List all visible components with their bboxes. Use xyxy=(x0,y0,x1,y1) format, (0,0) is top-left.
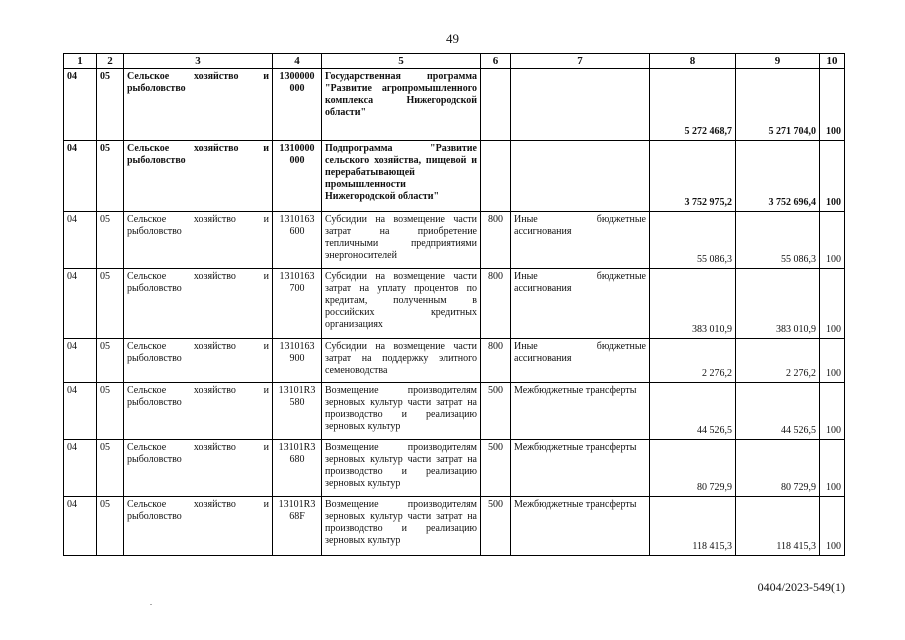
cell-target-code: 1310000 000 xyxy=(273,141,322,212)
column-header: 1 xyxy=(64,54,97,69)
cell-section-name: Сельское хозяйство и рыболовство xyxy=(124,69,273,141)
cell-approved: 383 010,9 xyxy=(650,269,736,339)
cell-target-code: 1310163 700 xyxy=(273,269,322,339)
cell-section-name: Сельское хозяйство и рыболовство xyxy=(124,440,273,497)
cell-target-name: Субсидии на возмещение части затрат на уплату процентов по кредитам, полученным в российских кредитных организациях xyxy=(322,269,481,339)
cell-target-code: 13101R3 680 xyxy=(273,440,322,497)
cell-expense-type: 500 xyxy=(481,440,511,497)
cell-section-name: Сельское хозяйство и рыболовство xyxy=(124,212,273,269)
cell-expense-name xyxy=(511,69,650,141)
cell-executed: 2 276,2 xyxy=(736,339,820,383)
cell-target-name: Государственная программа "Развитие агропромышленного комплекса Нижегородской области" xyxy=(322,69,481,141)
cell-target-name: Подпрограмма "Развитие сельского хозяйства, пищевой и перерабатывающей промышленности Нижегородской области" xyxy=(322,141,481,212)
cell-percent: 100 xyxy=(820,497,845,556)
cell-expense-type: 500 xyxy=(481,383,511,440)
column-header: 4 xyxy=(273,54,322,69)
cell-executed: 44 526,5 xyxy=(736,383,820,440)
cell-target-name: Возмещение производителям зерновых культур части затрат на производство и реализацию зерновых культур xyxy=(322,497,481,556)
cell-section: 04 xyxy=(64,497,97,556)
cell-subsection: 05 xyxy=(97,339,124,383)
cell-executed: 80 729,9 xyxy=(736,440,820,497)
cell-expense-type: 800 xyxy=(481,212,511,269)
budget-table xyxy=(63,53,845,556)
table-row xyxy=(64,69,845,141)
cell-section-name: Сельское хозяйство и рыболовство xyxy=(124,383,273,440)
table-header-row xyxy=(64,54,845,69)
cell-section-name: Сельское хозяйство и рыболовство xyxy=(124,497,273,556)
cell-target-code: 1300000 000 xyxy=(273,69,322,141)
cell-target-name: Субсидии на возмещение части затрат на поддержку элитного семеноводства xyxy=(322,339,481,383)
cell-target-name: Возмещение производителям зерновых культур части затрат на производство и реализацию зерновых культур xyxy=(322,440,481,497)
cell-expense-type xyxy=(481,69,511,141)
page-number: 49 xyxy=(446,31,459,46)
column-header: 7 xyxy=(511,54,650,69)
cell-target-name: Субсидии на возмещение части затрат на приобретение тепличными предприятиями энергоносителей xyxy=(322,212,481,269)
cell-expense-name: Иные бюджетные ассигнования xyxy=(511,339,650,383)
cell-subsection: 05 xyxy=(97,440,124,497)
cell-expense-name: Межбюджетные трансферты xyxy=(511,383,650,440)
cell-subsection: 05 xyxy=(97,141,124,212)
cell-section: 04 xyxy=(64,383,97,440)
document-code: 0404/2023-549(1) xyxy=(757,580,845,594)
cell-approved: 55 086,3 xyxy=(650,212,736,269)
cell-target-code: 1310163 600 xyxy=(273,212,322,269)
table-row xyxy=(64,141,845,212)
cell-expense-name: Иные бюджетные ассигнования xyxy=(511,269,650,339)
cell-subsection: 05 xyxy=(97,212,124,269)
cell-percent: 100 xyxy=(820,383,845,440)
cell-executed: 3 752 696,4 xyxy=(736,141,820,212)
table-row xyxy=(64,383,845,440)
cell-approved: 44 526,5 xyxy=(650,383,736,440)
cell-target-code: 1310163 900 xyxy=(273,339,322,383)
cell-executed: 55 086,3 xyxy=(736,212,820,269)
column-header: 6 xyxy=(481,54,511,69)
cell-target-code: 13101R3 580 xyxy=(273,383,322,440)
cell-section: 04 xyxy=(64,141,97,212)
column-header: 8 xyxy=(650,54,736,69)
cell-percent: 100 xyxy=(820,440,845,497)
cell-executed: 383 010,9 xyxy=(736,269,820,339)
cell-executed: 118 415,3 xyxy=(736,497,820,556)
cell-section-name: Сельское хозяйство и рыболовство xyxy=(124,339,273,383)
cell-executed: 5 271 704,0 xyxy=(736,69,820,141)
cell-subsection: 05 xyxy=(97,269,124,339)
cell-subsection: 05 xyxy=(97,383,124,440)
cell-expense-type: 800 xyxy=(481,339,511,383)
table-row xyxy=(64,212,845,269)
cell-expense-type: 800 xyxy=(481,269,511,339)
cell-approved: 118 415,3 xyxy=(650,497,736,556)
column-header: 5 xyxy=(322,54,481,69)
column-header: 10 xyxy=(820,54,845,69)
cell-section-name: Сельское хозяйство и рыболовство xyxy=(124,269,273,339)
cell-section-name: Сельское хозяйство и рыболовство xyxy=(124,141,273,212)
cell-approved: 2 276,2 xyxy=(650,339,736,383)
cell-percent: 100 xyxy=(820,69,845,141)
scan-speck xyxy=(150,604,152,605)
column-header: 9 xyxy=(736,54,820,69)
cell-section: 04 xyxy=(64,440,97,497)
cell-percent: 100 xyxy=(820,269,845,339)
cell-approved: 80 729,9 xyxy=(650,440,736,497)
cell-expense-name: Иные бюджетные ассигнования xyxy=(511,212,650,269)
cell-target-code: 13101R3 68F xyxy=(273,497,322,556)
column-header: 2 xyxy=(97,54,124,69)
cell-subsection: 05 xyxy=(97,497,124,556)
cell-section: 04 xyxy=(64,339,97,383)
cell-expense-type xyxy=(481,141,511,212)
cell-expense-name: Межбюджетные трансферты xyxy=(511,440,650,497)
cell-approved: 3 752 975,2 xyxy=(650,141,736,212)
cell-section: 04 xyxy=(64,212,97,269)
table-row xyxy=(64,269,845,339)
column-header: 3 xyxy=(124,54,273,69)
cell-percent: 100 xyxy=(820,212,845,269)
table-row xyxy=(64,497,845,556)
cell-expense-type: 500 xyxy=(481,497,511,556)
cell-subsection: 05 xyxy=(97,69,124,141)
table-row xyxy=(64,440,845,497)
cell-target-name: Возмещение производителям зерновых культур части затрат на производство и реализацию зерновых культур xyxy=(322,383,481,440)
cell-expense-name xyxy=(511,141,650,212)
cell-section: 04 xyxy=(64,269,97,339)
cell-expense-name: Межбюджетные трансферты xyxy=(511,497,650,556)
cell-approved: 5 272 468,7 xyxy=(650,69,736,141)
cell-percent: 100 xyxy=(820,339,845,383)
cell-section: 04 xyxy=(64,69,97,141)
table-row xyxy=(64,339,845,383)
cell-percent: 100 xyxy=(820,141,845,212)
